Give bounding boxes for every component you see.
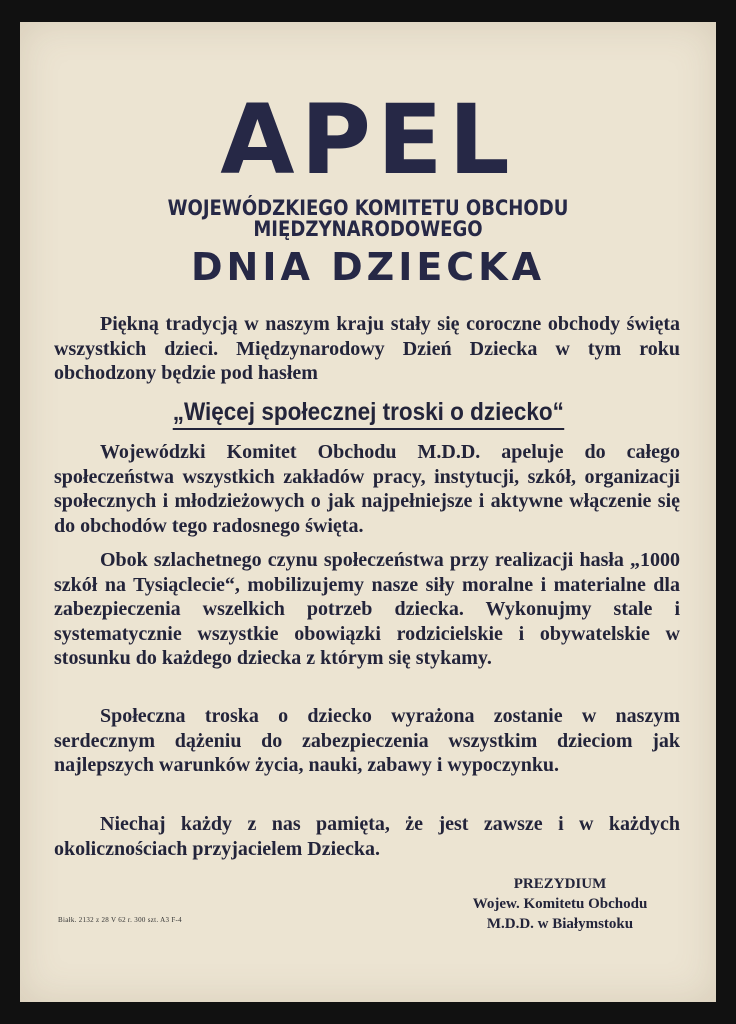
- poster-sheet: [20, 22, 716, 1002]
- signature-line-2: Wojew. Komitetu Obchodu: [472, 896, 648, 912]
- paragraph-closing: Niechaj każdy z nas pamięta, że jest zawsze i w każdych okolicznościach przyjacielem Dziecka.: [54, 813, 680, 860]
- print-info: Białk. 2132 z 28 V 62 r. 300 szt. A3 F-4: [58, 916, 182, 924]
- signature-line-3: M.D.D. w Białymstoku: [486, 916, 634, 932]
- paragraph-mobilization: Obok szlachetnego czynu społeczeństwa przy realizacji hasła „1000 szkół na Tysiąclecie“, mobilizujemy nasze siły moralne i materialne dla zabezpieczenia wszelkich potrzeb dziecka. Wykonujmy stale i systematycznie wszystkie obowiązki rodzicielskie i obywatelskie w stosunku do każdego dziecka z którym się stykamy.: [54, 549, 680, 669]
- poster-title: APEL: [220, 84, 516, 196]
- poster-subtitle-event: DNIA DZIECKA: [190, 245, 546, 289]
- slogan-text: „Więcej społecznej troski o dziecko“: [172, 398, 563, 430]
- poster-subtitle: WOJEWÓDZKIEGO KOMITETU OBCHODU MIĘDZYNARODOWEGO: [167, 196, 569, 241]
- slogan-container: [20, 398, 716, 430]
- paragraph-appeal: Wojewódzki Komitet Obchodu M.D.D. apeluje do całego społeczeństwa wszystkich zakładów pracy, instytucji, szkół, organizacji społecznych i młodzieżowych o jak najpełniejsze i aktywne włączenie się do obchodów tego radosnego święta.: [54, 441, 680, 537]
- paragraph-care: Społeczna troska o dziecko wyrażona zostanie w naszym serdecznym dążeniu do zabezpieczenia wszystkim dzieciom jak najlepszych warunków życia, nauki, zabawy i wypoczynku.: [54, 705, 680, 776]
- signature-block: [440, 874, 680, 934]
- paragraph-intro: Piękną tradycją w naszym kraju stały się coroczne obchody święta wszystkich dzieci. Międzynarodowy Dzień Dziecka w tym roku obchodzony będzie pod hasłem: [54, 313, 680, 384]
- signature-line-1: PREZYDIUM: [513, 876, 607, 892]
